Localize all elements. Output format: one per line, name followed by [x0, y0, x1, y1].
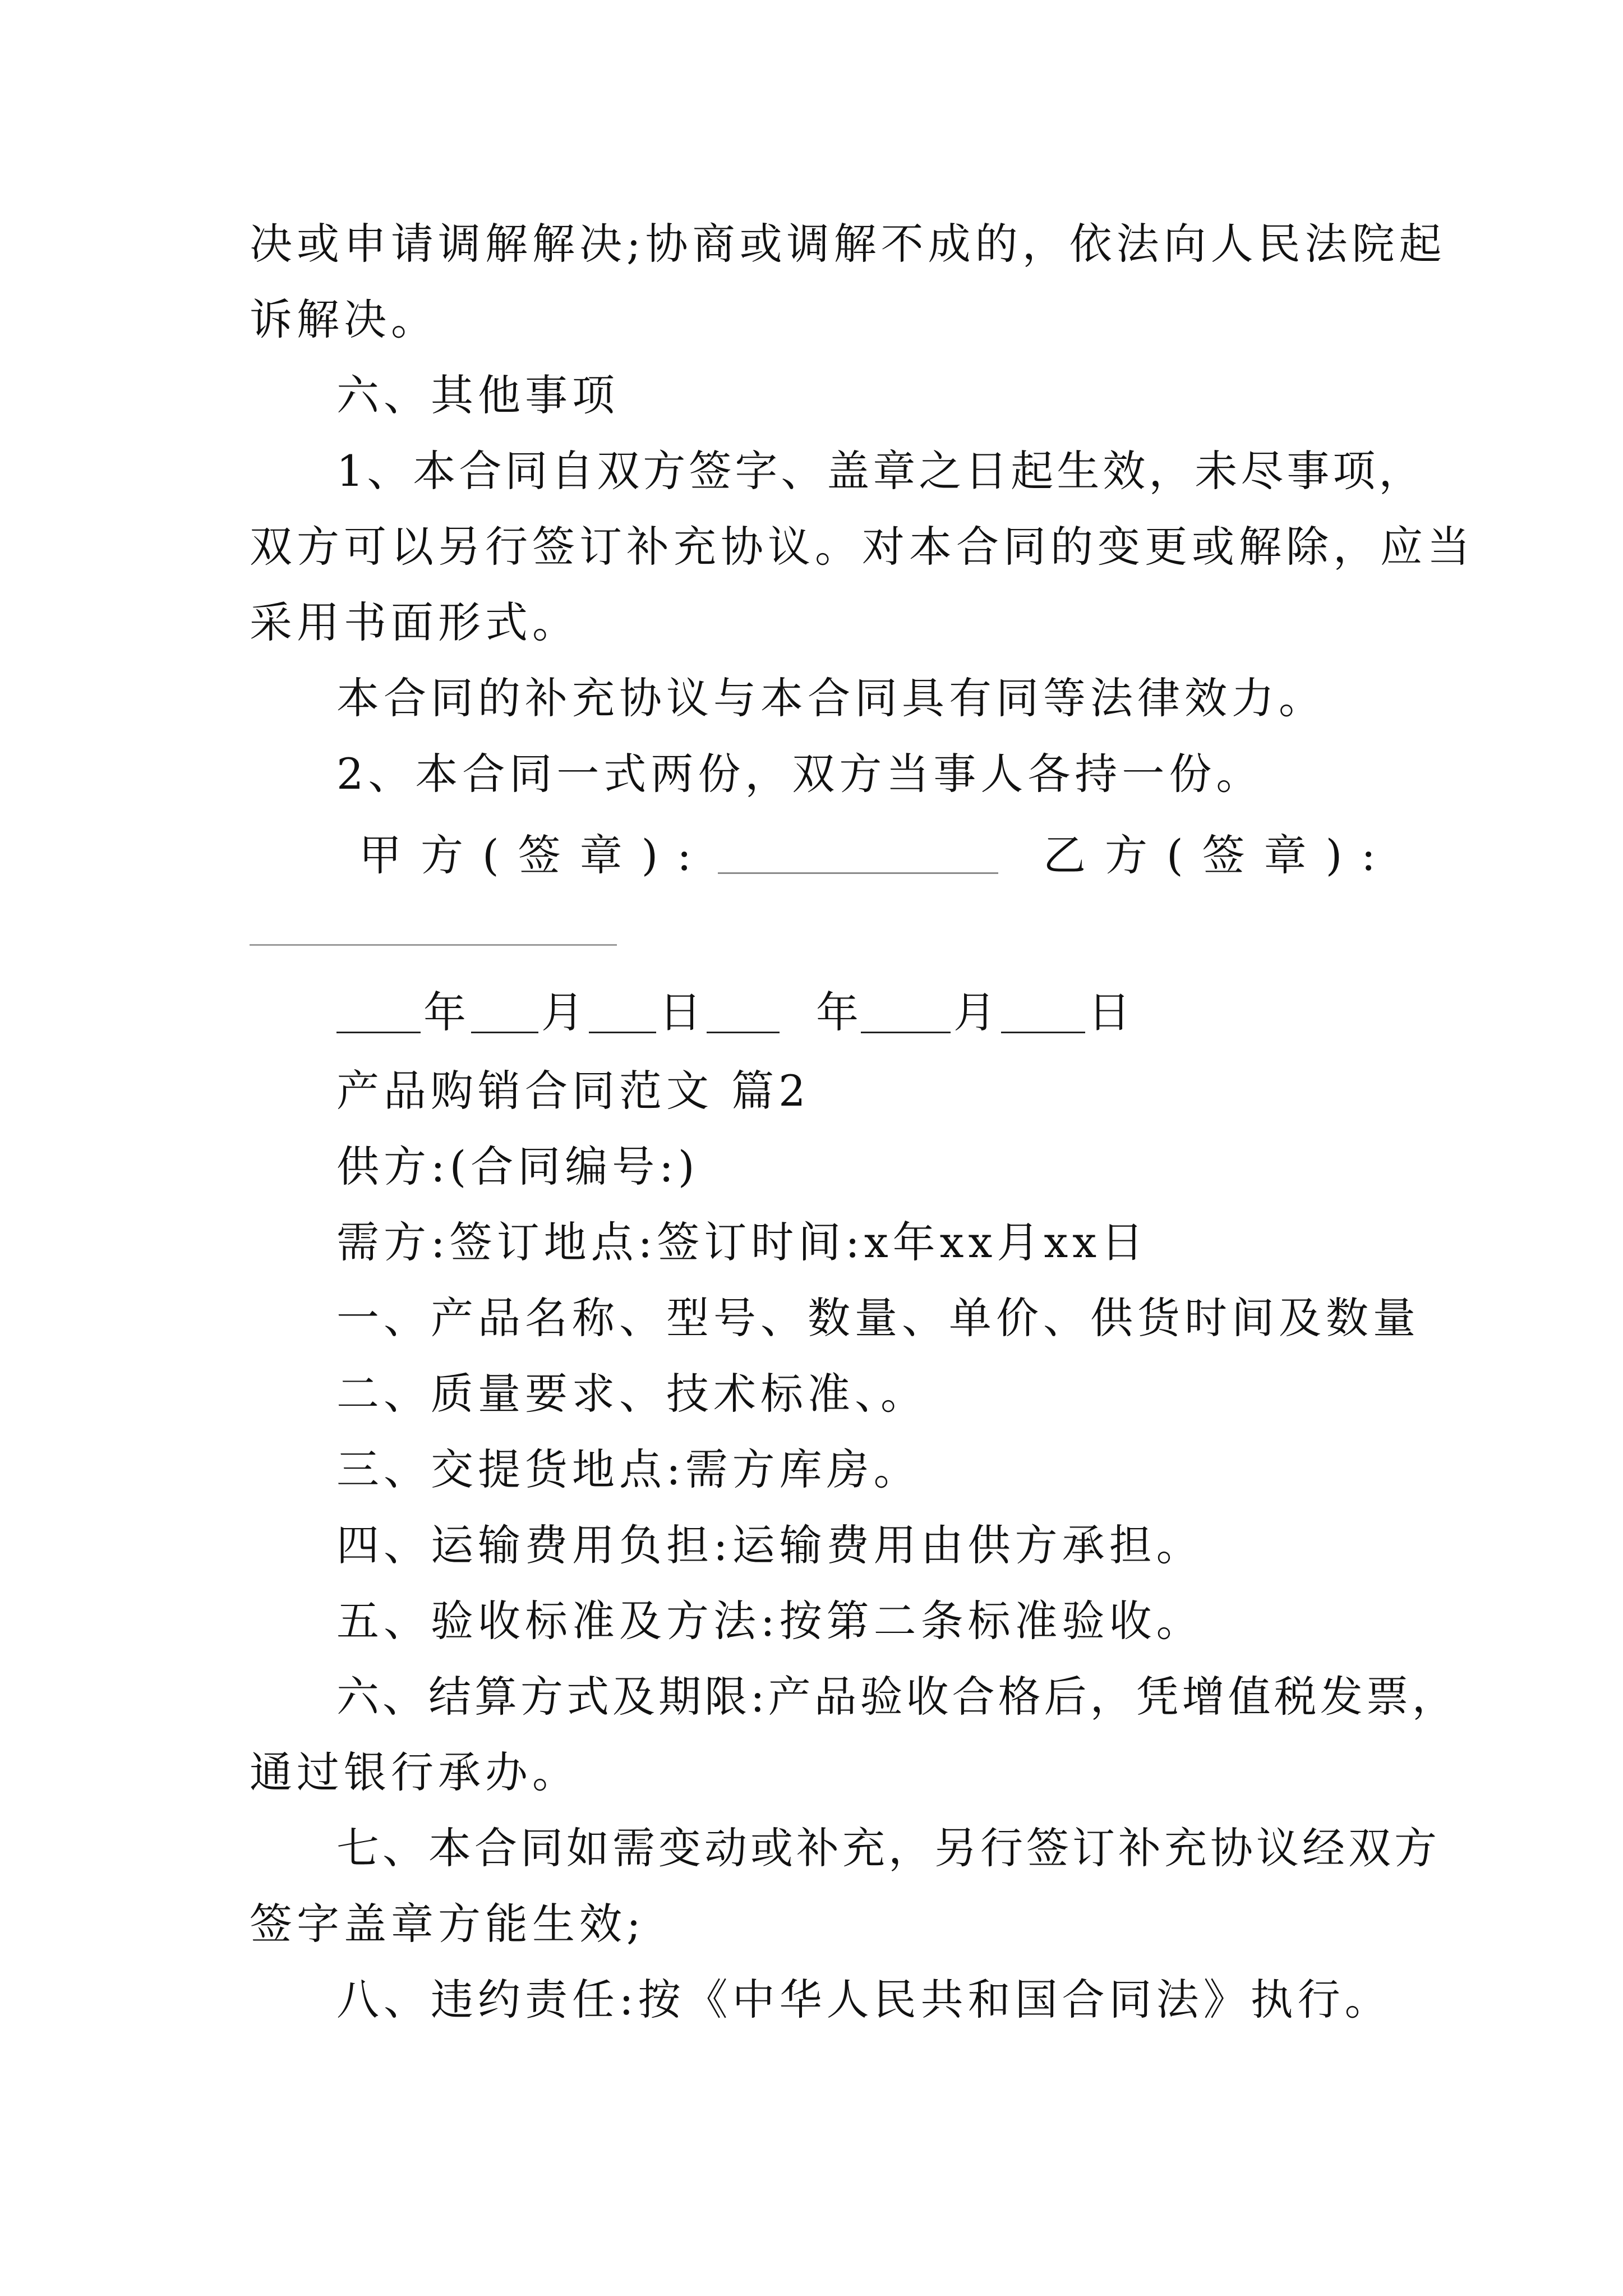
paragraph-line: 本合同的补充协议与本合同具有同等法律效力。 [336, 673, 1326, 723]
paragraph-line: 1、本合同自双方签字、盖章之日起生效，未尽事项， [336, 446, 1425, 496]
date-row [336, 984, 1178, 1046]
date-day-label: 日 [1088, 987, 1131, 1037]
paragraph-line: 四、运输费用负担:运输费用由供方承担。 [336, 1520, 1204, 1570]
date-month-label: 月 [953, 987, 996, 1037]
date-blank [336, 1032, 421, 1033]
signature-row [359, 827, 1396, 889]
date-blank [861, 1032, 951, 1033]
paragraph-line: 需方:签订地点:签订时间:x年xx月xx日 [336, 1217, 1149, 1267]
paragraph-line: 五、验收标准及方法:按第二条标准验收。 [336, 1596, 1204, 1646]
party-b-signature-label: 乙方(签章): [1043, 830, 1395, 880]
paragraph-line: 七、本合同如需变动或补充，另行签订补充协议经双方 [336, 1823, 1440, 1873]
paragraph-line: 签字盖章方能生效; [250, 1899, 645, 1949]
date-year-label: 年 [816, 987, 859, 1037]
date-year-label: 年 [423, 987, 466, 1037]
paragraph-line: 双方可以另行签订补充协议。对本合同的变更或解除，应当 [250, 522, 1474, 572]
party-b-signature-blank [250, 944, 617, 946]
date-blank [471, 1032, 538, 1033]
paragraph-line: 通过银行承办。 [250, 1747, 579, 1797]
party-a-signature-label: 甲方(签章): [359, 830, 711, 880]
paragraph-line: 一、产品名称、型号、数量、单价、供货时间及数量 [336, 1293, 1420, 1343]
paragraph-line: 三、交提货地点:需方库房。 [336, 1444, 921, 1494]
date-blank [589, 1032, 656, 1033]
paragraph-line: 六、结算方式及期限:产品验收合格后，凭增值税发票， [336, 1672, 1458, 1722]
date-month-label: 月 [541, 987, 584, 1037]
paragraph-line: 八、违约责任:按《中华人民共和国合同法》执行。 [336, 1975, 1392, 2024]
paragraph-line: 二、质量要求、技术标准、。 [336, 1369, 928, 1419]
paragraph-line: 采用书面形式。 [250, 597, 579, 647]
section-heading: 六、其他事项 [336, 370, 619, 420]
party-a-signature-blank [718, 872, 998, 874]
date-blank [1001, 1032, 1085, 1033]
paragraph-line: 2、本合同一式两份，双方当事人各持一份。 [336, 749, 1264, 799]
date-blank [707, 1032, 780, 1033]
paragraph-line: 诉解决。 [250, 295, 438, 344]
paragraph-line: 决或申请调解解决;协商或调解不成的，依法向人民法院起 [250, 219, 1446, 269]
section-title: 产品购销合同范文 篇2 [336, 1066, 810, 1116]
paragraph-line: 供方:(合同编号:) [336, 1142, 699, 1191]
date-day-label: 日 [659, 987, 702, 1037]
